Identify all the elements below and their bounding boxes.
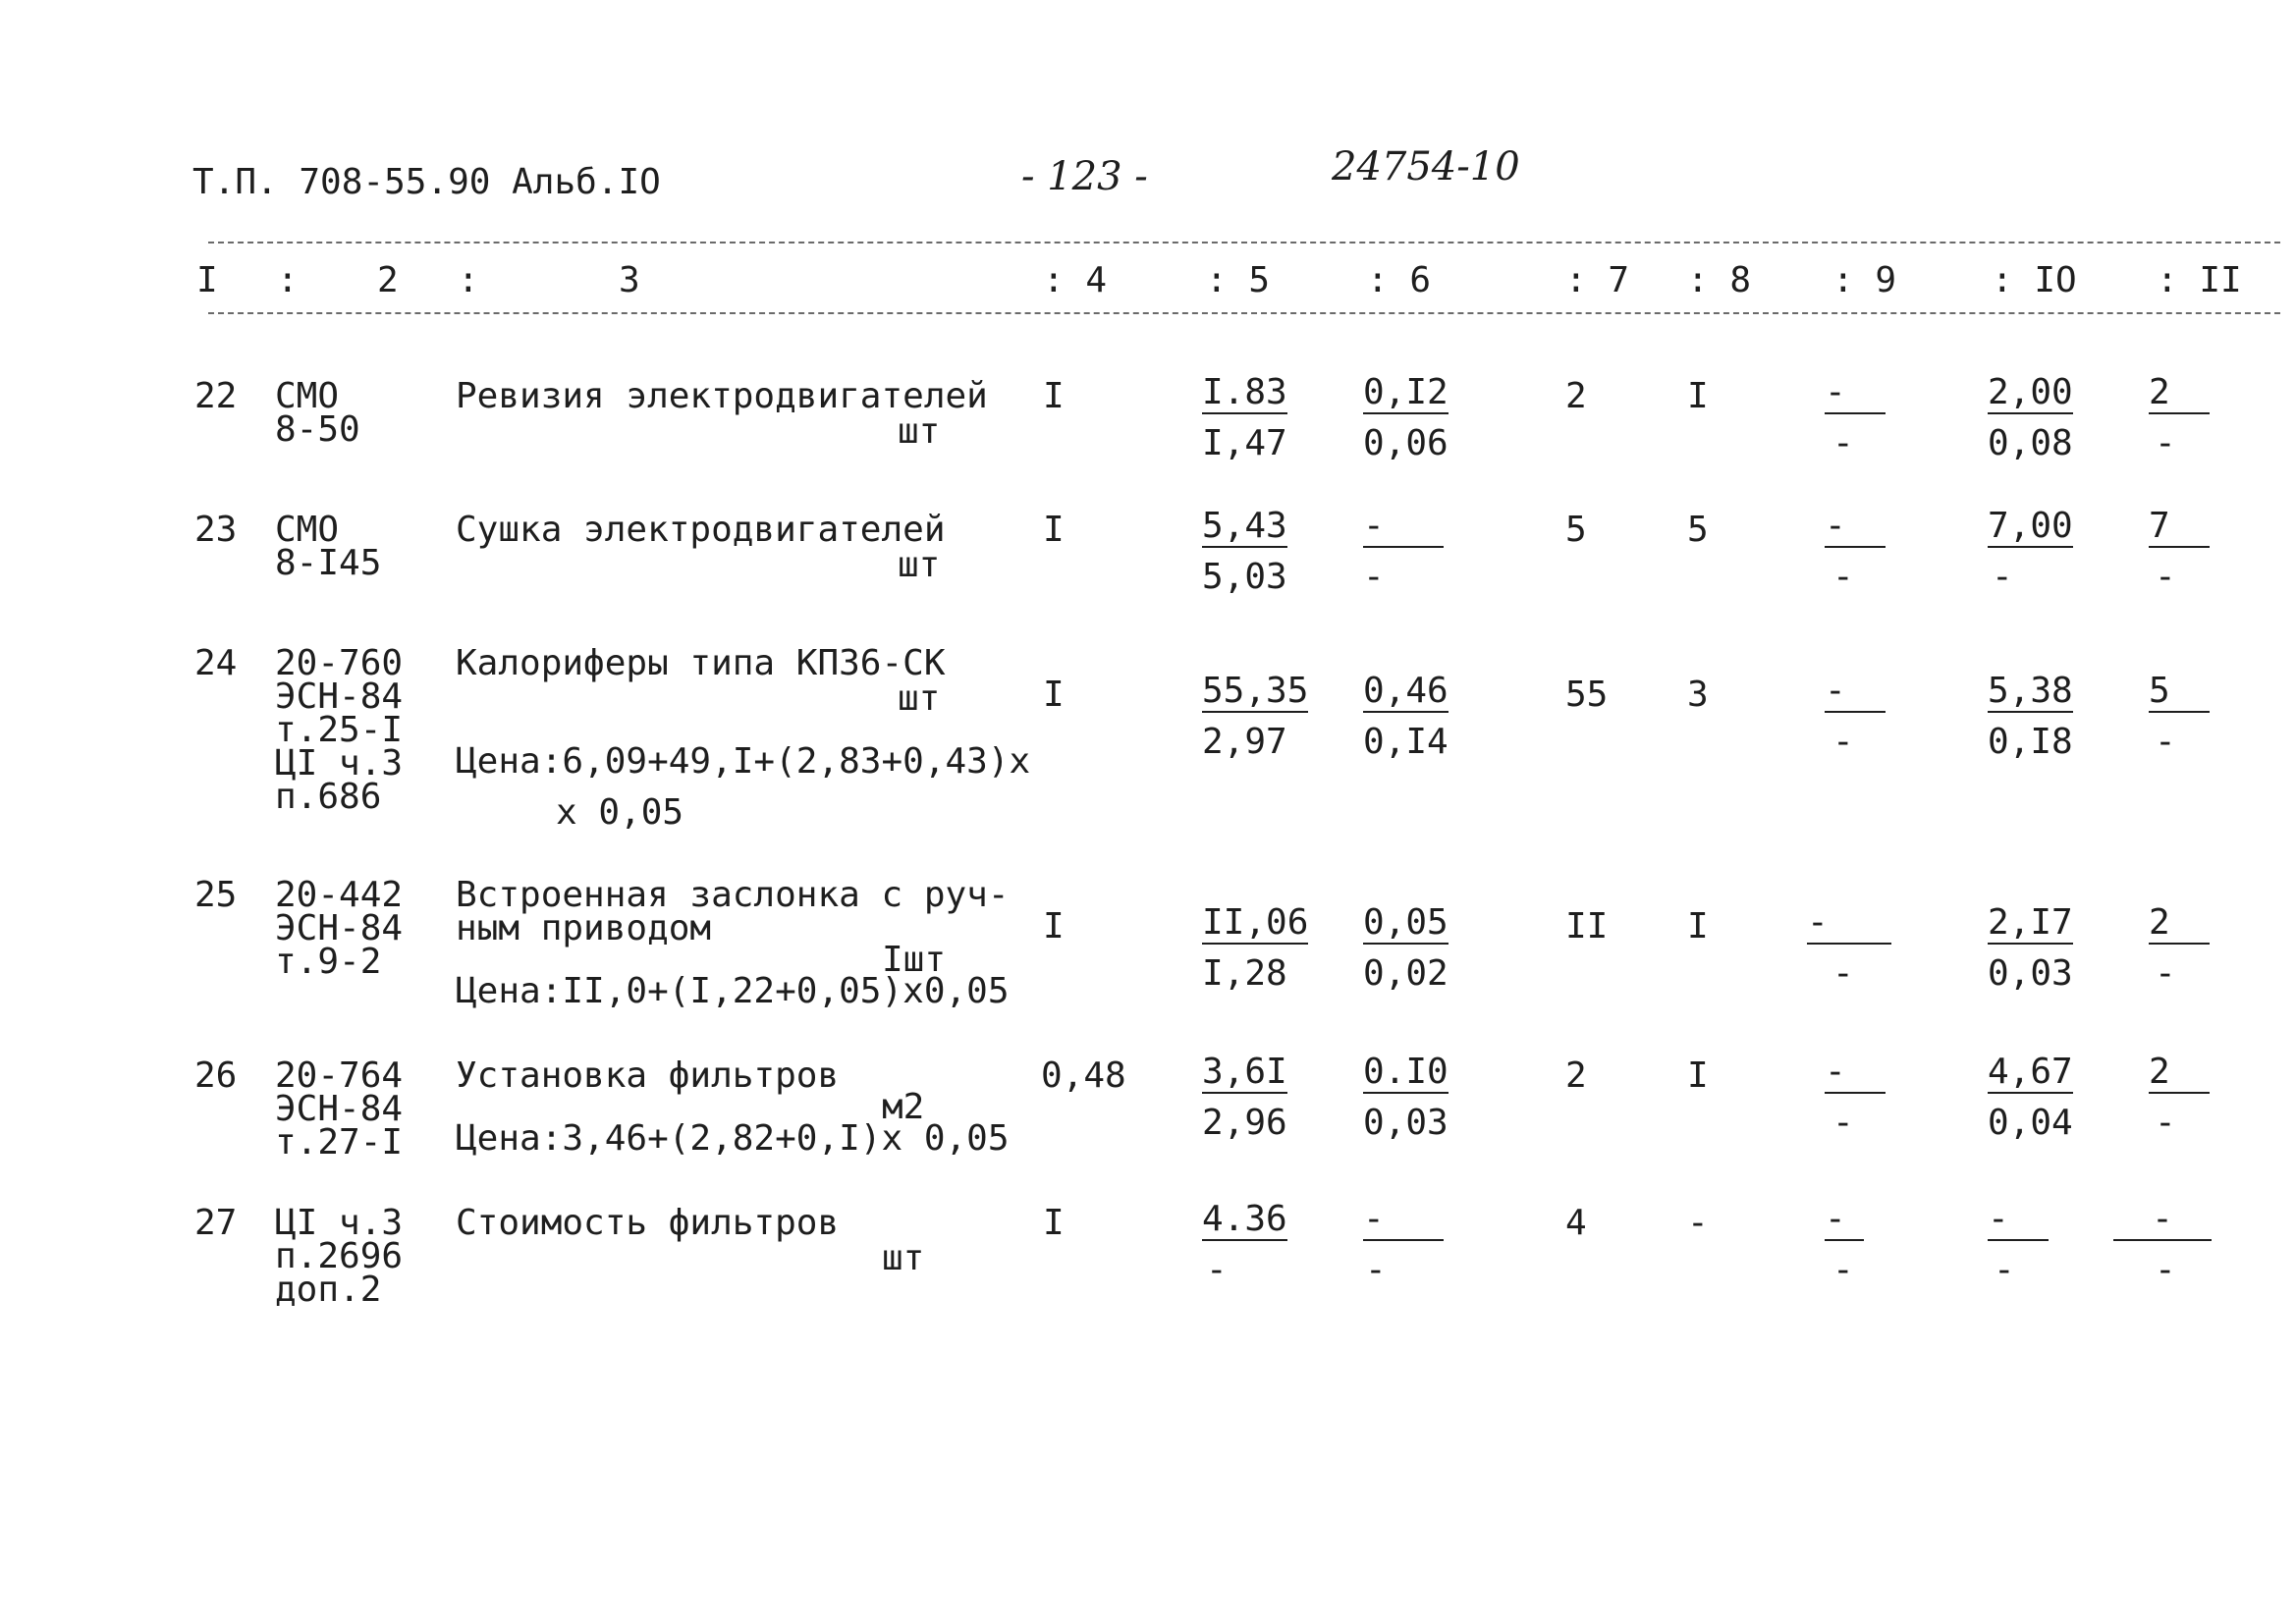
norm-code-line: т.25-I bbox=[275, 710, 404, 750]
col8-value: - bbox=[1687, 1203, 1709, 1243]
col9-bottom: - bbox=[1832, 557, 1854, 597]
col6-top: - bbox=[1363, 1202, 1444, 1241]
col6-top: - bbox=[1363, 509, 1444, 548]
col-head-9: : 9 bbox=[1832, 260, 1897, 300]
norm-code-line: СМО bbox=[275, 510, 340, 550]
col6-top: 0,05 bbox=[1363, 902, 1449, 943]
col9-top: - bbox=[1825, 375, 1886, 414]
norm-code-line: 20-760 bbox=[275, 643, 404, 683]
col6-value bbox=[1363, 671, 1449, 713]
col11-bottom: - bbox=[2155, 423, 2176, 463]
norm-code-line: доп.2 bbox=[275, 1270, 382, 1310]
col5-value bbox=[1202, 902, 1309, 945]
col6-bottom: - bbox=[1363, 557, 1385, 597]
quantity: 0,48 bbox=[1041, 1055, 1126, 1096]
col10-value bbox=[1988, 506, 2073, 548]
col10-value bbox=[1988, 902, 2073, 945]
price-formula: Цена:II,0+(I,22+0,05)х0,05 bbox=[456, 971, 1010, 1011]
norm-code-line: 20-764 bbox=[275, 1055, 404, 1096]
header-bottom-rule bbox=[208, 312, 2280, 314]
unit-label: м2 bbox=[882, 1087, 925, 1127]
col5-value bbox=[1202, 372, 1287, 414]
col5-bottom: 2,96 bbox=[1202, 1103, 1287, 1143]
work-description: Встроенная заслонка с руч- bbox=[456, 875, 1010, 915]
col10-bottom: - bbox=[1992, 557, 2013, 597]
col9-top: - bbox=[1825, 1055, 1886, 1094]
col10-bottom: 0,04 bbox=[1988, 1103, 2073, 1143]
col5-bottom: I,47 bbox=[1202, 423, 1287, 463]
unit-label: шт bbox=[882, 1238, 925, 1278]
col10-top: 2,I7 bbox=[1988, 902, 2073, 943]
col-head-sep-2: : bbox=[458, 260, 479, 300]
price-formula: Цена:3,46+(2,82+0,I)х 0,05 bbox=[456, 1118, 1010, 1159]
norm-code-line: СМО bbox=[275, 376, 340, 416]
unit-label: шт bbox=[898, 545, 941, 585]
col11-top: 7 bbox=[2149, 509, 2210, 548]
col-head-6: : 6 bbox=[1367, 260, 1432, 300]
col6-top: 0,46 bbox=[1363, 671, 1449, 711]
col10-value bbox=[1988, 671, 2073, 713]
col8-value: I bbox=[1687, 906, 1709, 947]
col6-value bbox=[1363, 902, 1449, 945]
norm-code-line: ЭСН-84 bbox=[275, 1089, 404, 1129]
norm-code-line: п.686 bbox=[275, 777, 382, 817]
col11-bottom: - bbox=[2155, 722, 2176, 762]
col5-value bbox=[1202, 671, 1309, 713]
col11-top: 5 bbox=[2149, 674, 2210, 713]
norm-code-line: т.9-2 bbox=[275, 942, 382, 982]
work-description: Калориферы типа КПЗ6-СК bbox=[456, 643, 946, 683]
header-top-rule bbox=[208, 242, 2280, 243]
handwritten-code: 24754-10 bbox=[1332, 144, 1520, 189]
col7-value: 2 bbox=[1565, 376, 1587, 416]
col10-bottom: - bbox=[1994, 1250, 2015, 1290]
norm-code-line: 20-442 bbox=[275, 875, 404, 915]
col5-top: 4.36 bbox=[1202, 1199, 1287, 1239]
col9-bottom: - bbox=[1832, 722, 1854, 762]
col11-bottom: - bbox=[2155, 557, 2176, 597]
col9-value bbox=[1825, 671, 1886, 713]
col5-value bbox=[1202, 1052, 1287, 1094]
quantity: I bbox=[1043, 906, 1065, 947]
col7-value: II bbox=[1565, 906, 1609, 947]
col5-bottom: 5,03 bbox=[1202, 557, 1287, 597]
col6-value bbox=[1363, 1199, 1444, 1241]
col7-value: 5 bbox=[1565, 510, 1587, 550]
col9-value bbox=[1825, 506, 1886, 548]
work-description: Ревизия электродвигателей bbox=[456, 376, 988, 416]
col8-value: 3 bbox=[1687, 675, 1709, 715]
quantity: I bbox=[1043, 376, 1065, 416]
col5-top: 55,35 bbox=[1202, 671, 1309, 711]
quantity: I bbox=[1043, 1203, 1065, 1243]
col10-top: 2,00 bbox=[1988, 372, 2073, 412]
col9-top: - bbox=[1825, 1202, 1864, 1241]
col11-value bbox=[2149, 671, 2210, 713]
col10-value bbox=[1988, 1052, 2073, 1094]
col9-bottom: - bbox=[1832, 953, 1854, 994]
col10-value bbox=[1988, 372, 2073, 414]
col9-value bbox=[1807, 902, 1891, 945]
col-head-5: : 5 bbox=[1206, 260, 1271, 300]
col5-top: II,06 bbox=[1202, 902, 1309, 943]
row-number: 27 bbox=[194, 1203, 238, 1243]
col6-bottom: 0,I4 bbox=[1363, 722, 1449, 762]
col6-value bbox=[1363, 1052, 1449, 1094]
col9-bottom: - bbox=[1832, 1250, 1854, 1290]
col11-top: 2 bbox=[2149, 375, 2210, 414]
col7-value: 55 bbox=[1565, 675, 1609, 715]
col11-bottom: - bbox=[2155, 953, 2176, 994]
col10-bottom: 0,08 bbox=[1988, 423, 2073, 463]
price-formula: х 0,05 bbox=[556, 792, 684, 833]
doc-reference: Т.П. 708-55.90 Альб.IO bbox=[192, 162, 661, 202]
unit-label: Iшт bbox=[882, 940, 947, 980]
col-head-3: 3 bbox=[619, 260, 640, 300]
col5-bottom: 2,97 bbox=[1202, 722, 1287, 762]
col-head-4: : 4 bbox=[1043, 260, 1108, 300]
col-head-8: : 8 bbox=[1687, 260, 1752, 300]
unit-label: шт bbox=[898, 411, 941, 452]
col5-bottom: I,28 bbox=[1202, 953, 1287, 994]
col6-bottom: 0,03 bbox=[1363, 1103, 1449, 1143]
col10-top: 5,38 bbox=[1988, 671, 2073, 711]
col11-value bbox=[2149, 372, 2210, 414]
row-number: 25 bbox=[194, 875, 238, 915]
norm-code-line: 8-50 bbox=[275, 409, 360, 450]
col9-top: - bbox=[1825, 509, 1886, 548]
norm-code-line: ЭСН-84 bbox=[275, 676, 404, 717]
col5-top: 5,43 bbox=[1202, 506, 1287, 546]
col11-value bbox=[2113, 1199, 2212, 1241]
col-head-7: : 7 bbox=[1565, 260, 1630, 300]
col-head-1: I bbox=[196, 260, 218, 300]
col10-top: 7,00 bbox=[1988, 506, 2073, 546]
row-number: 24 bbox=[194, 643, 238, 683]
page-number: - 123 - bbox=[1021, 154, 1148, 199]
work-description: Сушка электродвигателей bbox=[456, 510, 946, 550]
col11-value bbox=[2149, 1052, 2210, 1094]
col11-value bbox=[2149, 506, 2210, 548]
norm-code-line: ЦI ч.3 bbox=[275, 1203, 404, 1243]
col9-value bbox=[1825, 1052, 1886, 1094]
norm-code-line: ЭСН-84 bbox=[275, 908, 404, 948]
col8-value: I bbox=[1687, 1055, 1709, 1096]
col11-bottom: - bbox=[2155, 1250, 2176, 1290]
col8-value: I bbox=[1687, 376, 1709, 416]
col10-bottom: 0,I8 bbox=[1988, 722, 2073, 762]
col6-bottom: 0,06 bbox=[1363, 423, 1449, 463]
col-head-10: : IO bbox=[1992, 260, 2077, 300]
col-head-2: 2 bbox=[377, 260, 399, 300]
col5-value bbox=[1202, 506, 1287, 548]
norm-code-line: п.2696 bbox=[275, 1236, 404, 1276]
col10-top: 4,67 bbox=[1988, 1052, 2073, 1092]
col6-top: 0.I0 bbox=[1363, 1052, 1449, 1092]
col5-top: 3,6I bbox=[1202, 1052, 1287, 1092]
col5-top: I.83 bbox=[1202, 372, 1287, 412]
col9-top: - bbox=[1807, 905, 1891, 945]
price-formula: Цена:6,09+49,I+(2,83+0,43)х bbox=[456, 741, 1031, 782]
work-description: Стоимость фильтров bbox=[456, 1203, 840, 1243]
col5-bottom: - bbox=[1206, 1250, 1228, 1290]
row-number: 26 bbox=[194, 1055, 238, 1096]
col11-top: 2 bbox=[2149, 1055, 2210, 1094]
unit-label: шт bbox=[898, 678, 941, 719]
col11-value bbox=[2149, 902, 2210, 945]
col-head-11: : II bbox=[2157, 260, 2242, 300]
col6-bottom: - bbox=[1365, 1250, 1387, 1290]
col8-value: 5 bbox=[1687, 510, 1709, 550]
col10-value bbox=[1988, 1199, 2049, 1241]
col7-value: 2 bbox=[1565, 1055, 1587, 1096]
col10-top: - bbox=[1988, 1202, 2049, 1241]
col5-value bbox=[1202, 1199, 1287, 1241]
col10-bottom: 0,03 bbox=[1988, 953, 2073, 994]
col9-bottom: - bbox=[1832, 423, 1854, 463]
norm-code-line: т.27-I bbox=[275, 1122, 404, 1163]
row-number: 22 bbox=[194, 376, 238, 416]
work-description: Установка фильтров bbox=[456, 1055, 840, 1096]
col6-value bbox=[1363, 372, 1449, 414]
col11-top: - bbox=[2113, 1202, 2212, 1241]
col7-value: 4 bbox=[1565, 1203, 1587, 1243]
norm-code-line: 8-I45 bbox=[275, 543, 382, 583]
quantity: I bbox=[1043, 510, 1065, 550]
col11-top: 2 bbox=[2149, 905, 2210, 945]
col9-value bbox=[1825, 372, 1886, 414]
col6-value bbox=[1363, 506, 1444, 548]
work-description: ным приводом bbox=[456, 908, 712, 948]
row-number: 23 bbox=[194, 510, 238, 550]
col9-value bbox=[1825, 1199, 1864, 1241]
col9-top: - bbox=[1825, 674, 1886, 713]
col6-top: 0,I2 bbox=[1363, 372, 1449, 412]
col6-bottom: 0,02 bbox=[1363, 953, 1449, 994]
quantity: I bbox=[1043, 675, 1065, 715]
col9-bottom: - bbox=[1832, 1103, 1854, 1143]
col11-bottom: - bbox=[2155, 1103, 2176, 1143]
norm-code-line: ЦI ч.3 bbox=[275, 743, 404, 784]
col-head-sep-1: : bbox=[277, 260, 299, 300]
